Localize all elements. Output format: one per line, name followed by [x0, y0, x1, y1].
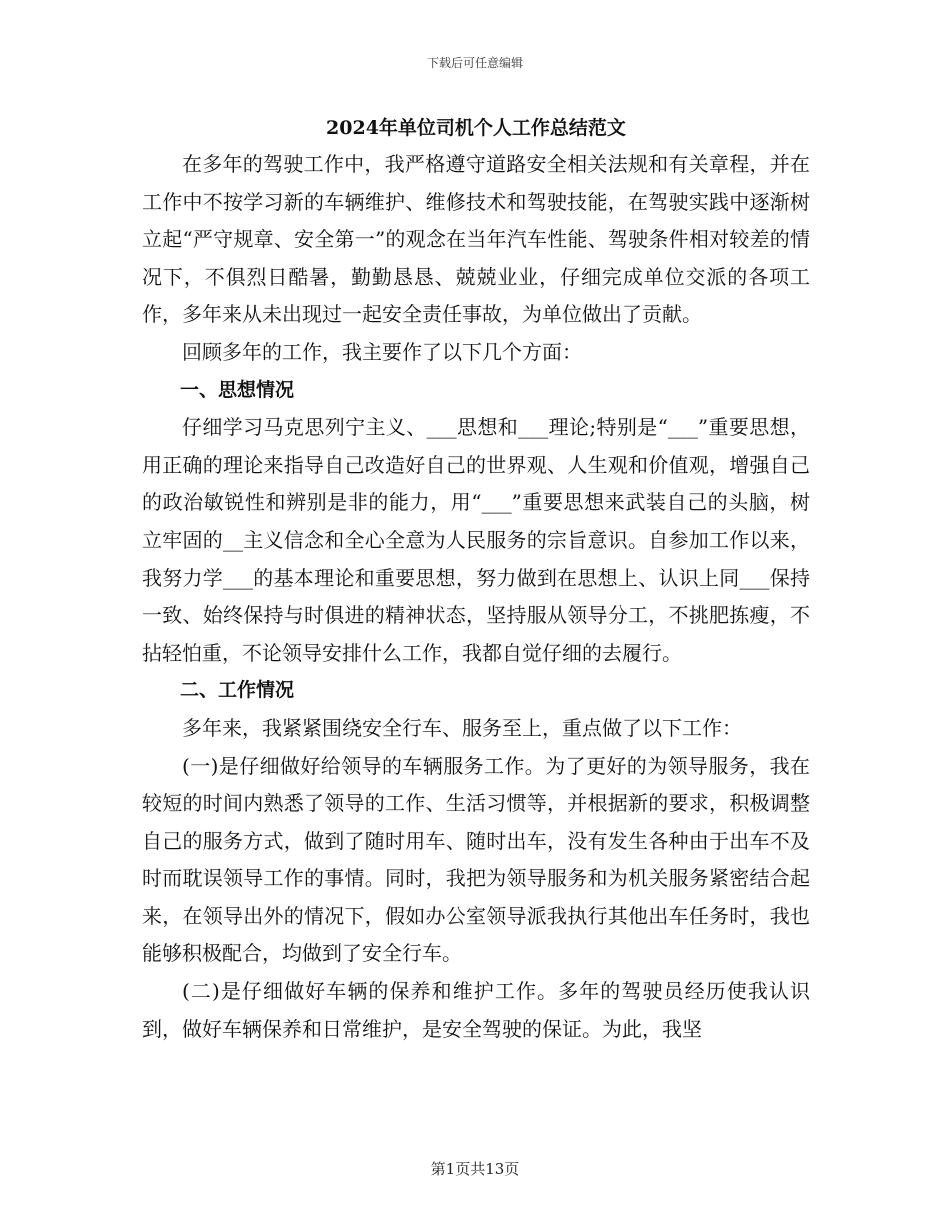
body-paragraph: (二)是仔细做好车辆的保养和维护工作。多年的驾驶员经历使我认识到，做好车辆保养和日常维护，是安全驾驶的保证。为此，我坚 [142, 979, 810, 1041]
body-paragraph: (一)是仔细做好给领导的车辆服务工作。为了更好的为领导服务，我在较短的时间内熟悉了领导的工作、生活习惯等，并根据新的要求，积极调整自己的服务方式，做到了随时用车、随时出车，没有发生各种由于出车不及时而耽误领导工作的事情。同时，我把为领导服务和为机关服务紧密结合起来，在领导出外的情况下，假如办公室领导派我执行其他出车任务时，我也能够积极配合，均做到了安全行车。 [142, 753, 810, 966]
document-body [142, 112, 810, 1048]
body-paragraph: 在多年的驾驶工作中，我严格遵守道路安全相关法规和有关章程，并在工作中不按学习新的车辆维护、维修技术和驾驶技能，在驾驶实践中逐渐树立起“严守规章、安全第一”的观念在当年汽车性能、驾驶条件相对较差的情况下，不俱烈日酷暑，勤勤恳恳、兢兢业业，仔细完成单位交派的各项工作，多年来从未出现过一起安全责任事故，为单位做出了贡献。 [142, 152, 810, 327]
page-number: 第1页共13页 [430, 1160, 520, 1178]
body-paragraph: 仔细学习马克思列宁主义、___思想和___理论;特别是“___”重要思想，用正确的理论来指导自己改造好自己的世界观、人生观和价值观，增强自己的政治敏锐性和辨别是非的能力，用“___”重要思想来武装自己的头脑，树立牢固的__主义信念和全心全意为人民服务的宗旨意识。自参加工作以来，我努力学___的基本理论和重要思想，努力做到在思想上、认识上同___保持一致、始终保持与时俱进的精神状态，坚持服从领导分工，不挑肥拣瘦，不拈轻怕重，不论领导安排什么工作，我都自觉仔细的去履行。 [142, 415, 810, 665]
page-header-note: 下载后可任意编辑 [426, 56, 523, 70]
body-paragraph: 多年来，我紧紧围绕安全行车、服务至上，重点做了以下工作： [182, 715, 742, 740]
section-heading: 二、工作情况 [180, 679, 295, 702]
body-paragraph: 回顾多年的工作，我主要作了以下几个方面： [182, 339, 582, 364]
section-heading: 一、思想情况 [180, 378, 295, 401]
document-title: 2024年单位司机个人工作总结范文 [326, 117, 626, 139]
